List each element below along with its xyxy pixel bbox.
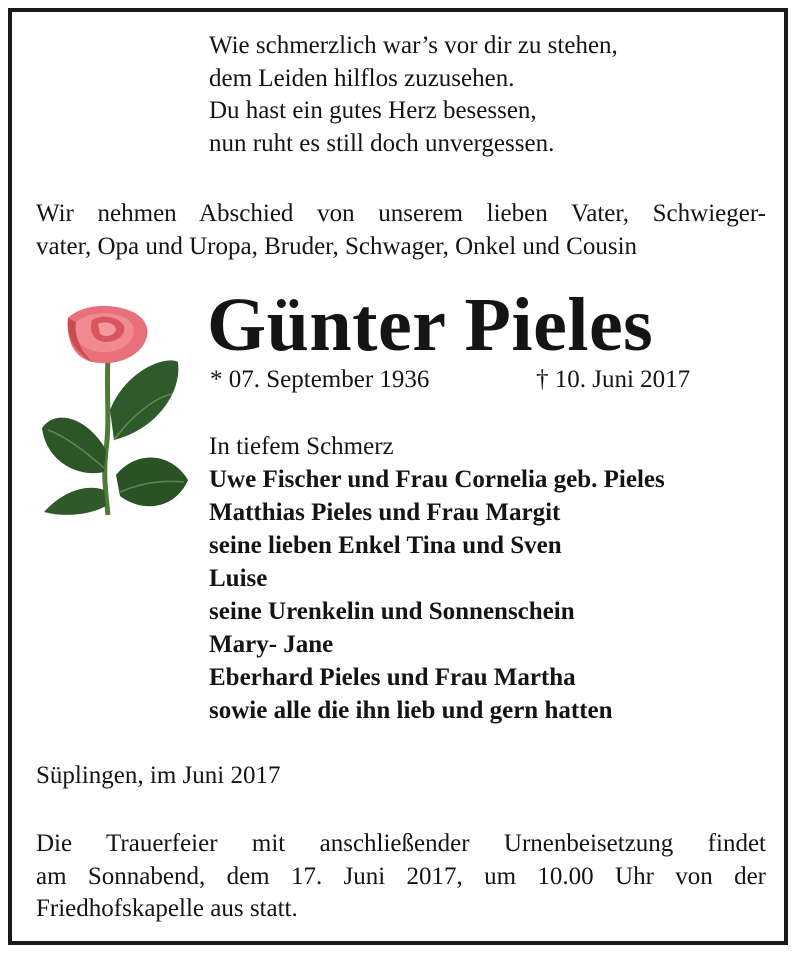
mourner-line: Eberhard Pieles und Frau Martha <box>209 664 576 691</box>
mourners-heading: In tiefem Schmerz <box>209 433 394 460</box>
mourner-line: sowie alle die ihn lieb und gern hatten <box>209 697 613 724</box>
intro-line: Wir nehmen Abschied von unserem lieben Vater, Schwieger- <box>36 200 766 227</box>
mourner-line: Matthias Pieles und Frau Margit <box>209 499 561 526</box>
mourner-line: seine Urenkelin und Sonnenschein <box>209 598 575 625</box>
poem-line: Du hast ein gutes Herz besessen, <box>209 97 537 124</box>
deceased-name: Günter Pieles <box>207 283 654 367</box>
rose-icon <box>36 300 196 518</box>
poem-line: dem Leiden hilflos zuzusehen. <box>209 64 515 92</box>
place-date: Süplingen, im Juni 2017 <box>36 762 281 789</box>
mourner-line: Luise <box>209 565 268 592</box>
birth-date: * 07. September 1936 <box>210 366 430 393</box>
mourner-line: Uwe Fischer und Frau Cornelia geb. Pieles <box>209 466 665 493</box>
mourners-block <box>209 430 665 727</box>
poem-line: Wie schmerzlich war’s vor dir zu stehen, <box>209 32 618 59</box>
farewell-intro <box>36 197 766 263</box>
mourner-line: seine lieben Enkel Tina und Sven <box>209 532 562 559</box>
ceremony-line: Die Trauerfeier mit anschließender Urnenbeisetzung findet <box>36 830 766 857</box>
ceremony-line: am Sonnabend, dem 17. Juni 2017, um 10.00 Uhr von der <box>36 862 766 890</box>
ceremony-notice <box>36 828 766 926</box>
poem-line: nun ruht es still doch unvergessen. <box>209 129 555 157</box>
ceremony-line: Friedhofskapelle aus statt. <box>36 895 298 922</box>
mourner-line: Mary- Jane <box>209 631 334 658</box>
poem <box>209 30 618 160</box>
intro-line: vater, Opa und Uropa, Bruder, Schwager, Onkel und Cousin <box>36 233 638 260</box>
death-date: † 10. Juni 2017 <box>536 366 691 393</box>
